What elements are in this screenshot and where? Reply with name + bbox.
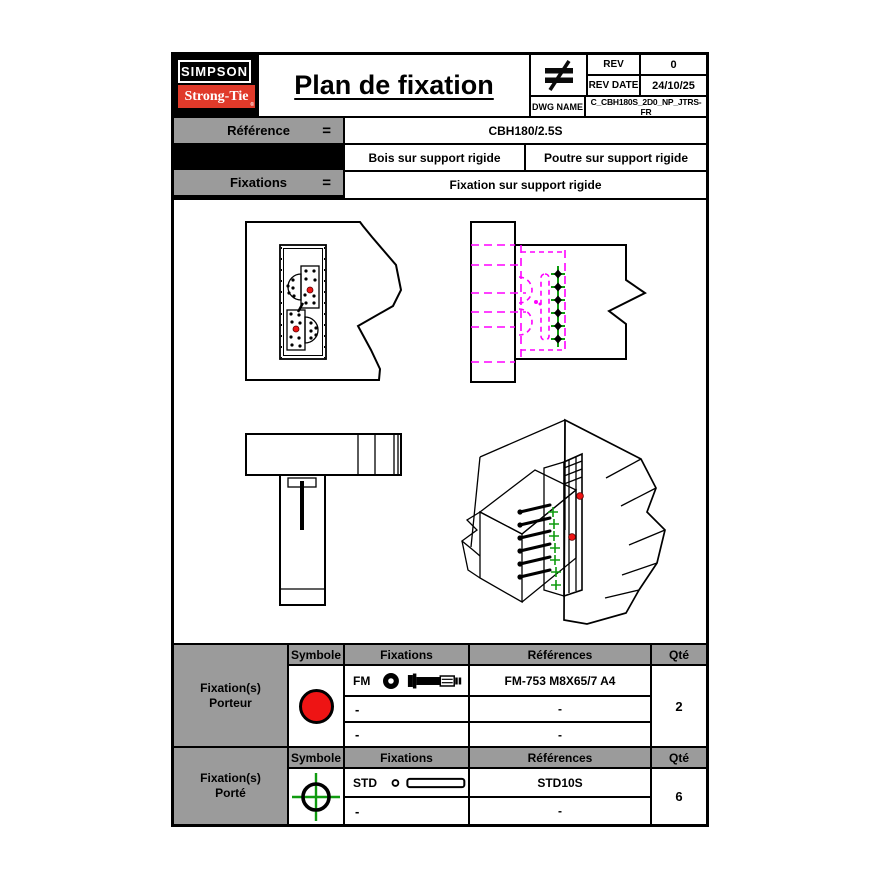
- rev-date-label: REV DATE: [588, 80, 639, 91]
- std-fastener-markers: [551, 266, 565, 347]
- rev-date-label-cell: [588, 76, 639, 95]
- porte-header-references: Références: [470, 748, 650, 767]
- projection-symbol-cell: [531, 55, 586, 95]
- porteur-group-cell: [174, 645, 287, 746]
- simpson-logo: [178, 60, 251, 83]
- fixations-value2-cell: [526, 145, 706, 170]
- dwg-name-label-cell: [531, 97, 584, 116]
- top-view-drawing: [246, 434, 401, 605]
- rev-value-cell: [641, 55, 706, 74]
- cad-drawings: [174, 200, 706, 643]
- strongtie-logo: [178, 85, 255, 108]
- porteur-header-symbole: Symbole: [289, 645, 343, 664]
- porteur-row2-fixation-cell: -: [345, 697, 468, 721]
- rev-label-cell: [588, 55, 639, 74]
- registered-mark: ®: [250, 102, 254, 108]
- porte-row2-fixation-cell: -: [345, 798, 468, 824]
- dwg-name-label: DWG NAME: [532, 101, 583, 112]
- porte-header-qte: Qté: [652, 748, 706, 767]
- rev-label: REV: [603, 59, 624, 70]
- porte-row1-reference-cell: STD10S: [470, 769, 650, 796]
- porte-row1-fixation-cell: [345, 769, 468, 796]
- dowel-icon: [389, 775, 468, 791]
- porteur-symbol-cell: [289, 666, 343, 746]
- porteur-row3-fixation-cell: -: [345, 723, 468, 746]
- projection-symbol-icon: [538, 57, 580, 93]
- fixations-label: Fixations: [229, 175, 288, 190]
- simpson-logo-text: SIMPSON: [181, 64, 248, 79]
- porteur-qty: 2: [675, 698, 683, 714]
- porteur-header-references: Références: [470, 645, 650, 664]
- type-fixation-value: Fixation sur support rigide: [449, 178, 602, 192]
- equals-sign: =: [322, 174, 331, 191]
- fixations-value1-cell: [345, 145, 524, 170]
- fixations-value2: Poutre sur support rigide: [543, 150, 688, 165]
- equals-sign: =: [322, 122, 331, 139]
- porte-row2-reference-cell: -: [470, 798, 650, 824]
- porte-symbol-cell: [289, 769, 343, 824]
- porteur-row3-reference-cell: -: [470, 723, 650, 746]
- porte-header-fixations: Fixations: [345, 748, 468, 767]
- drawing-area: [174, 200, 706, 643]
- dwg-name-value: C_CBH180S_2D0_NP_JTRS-FR: [590, 96, 702, 117]
- rev-date-value-cell: [641, 76, 706, 95]
- porteur-header-fixations: Fixations: [345, 645, 468, 664]
- porte-group-line1: Fixation(s): [200, 771, 261, 785]
- std-code: STD: [353, 775, 377, 790]
- fixations-label-cell: [174, 170, 343, 195]
- porteur-header-qte: Qté: [652, 645, 706, 664]
- porteur-row2-reference-cell: -: [470, 697, 650, 721]
- porte-group-cell: [174, 748, 287, 824]
- porteur-row1-reference-cell: FM-753 M8X65/7 A4: [470, 666, 650, 695]
- fm-code: FM: [353, 673, 371, 688]
- strongtie-logo-text: Strong-Tie: [184, 88, 249, 104]
- anchor-bolt-icon: [382, 671, 468, 691]
- reference-label: Référence: [227, 123, 290, 138]
- isometric-view-drawing: [462, 420, 665, 624]
- reference-value-cell: [345, 118, 706, 143]
- page-title: Plan de fixation: [294, 70, 494, 100]
- drawing-sheet: [171, 52, 709, 827]
- reference-label-cell: [174, 118, 343, 143]
- porteur-row1-fixation-cell: [345, 666, 468, 695]
- logo-cell: [174, 55, 257, 116]
- green-crosshair-symbol-icon: [290, 771, 342, 823]
- side-view-drawing: [471, 222, 645, 382]
- fixations-value1: Bois sur support rigide: [368, 150, 501, 165]
- type-fixation-value-cell: [345, 172, 706, 198]
- rev-date-value: 24/10/25: [652, 79, 695, 92]
- porteur-group-line1: Fixation(s): [200, 680, 261, 695]
- porte-group-line2: Porté: [215, 786, 246, 800]
- dwg-name-value-cell: [586, 97, 706, 116]
- porte-header-symbole: Symbole: [289, 748, 343, 767]
- porteur-group-line2: Porteur: [209, 695, 252, 710]
- fm-marker-3d: [569, 534, 576, 541]
- red-circle-symbol-icon: [299, 689, 334, 724]
- fm-marker-3d: [577, 493, 584, 500]
- front-view-drawing: [246, 222, 401, 380]
- reference-value: CBH180/2.5S: [488, 123, 563, 138]
- porteur-qty-cell: [652, 666, 706, 746]
- porte-qty-cell: [652, 769, 706, 824]
- title-cell: [259, 55, 529, 116]
- rev-value: 0: [670, 58, 677, 71]
- porte-qty: 6: [675, 789, 683, 804]
